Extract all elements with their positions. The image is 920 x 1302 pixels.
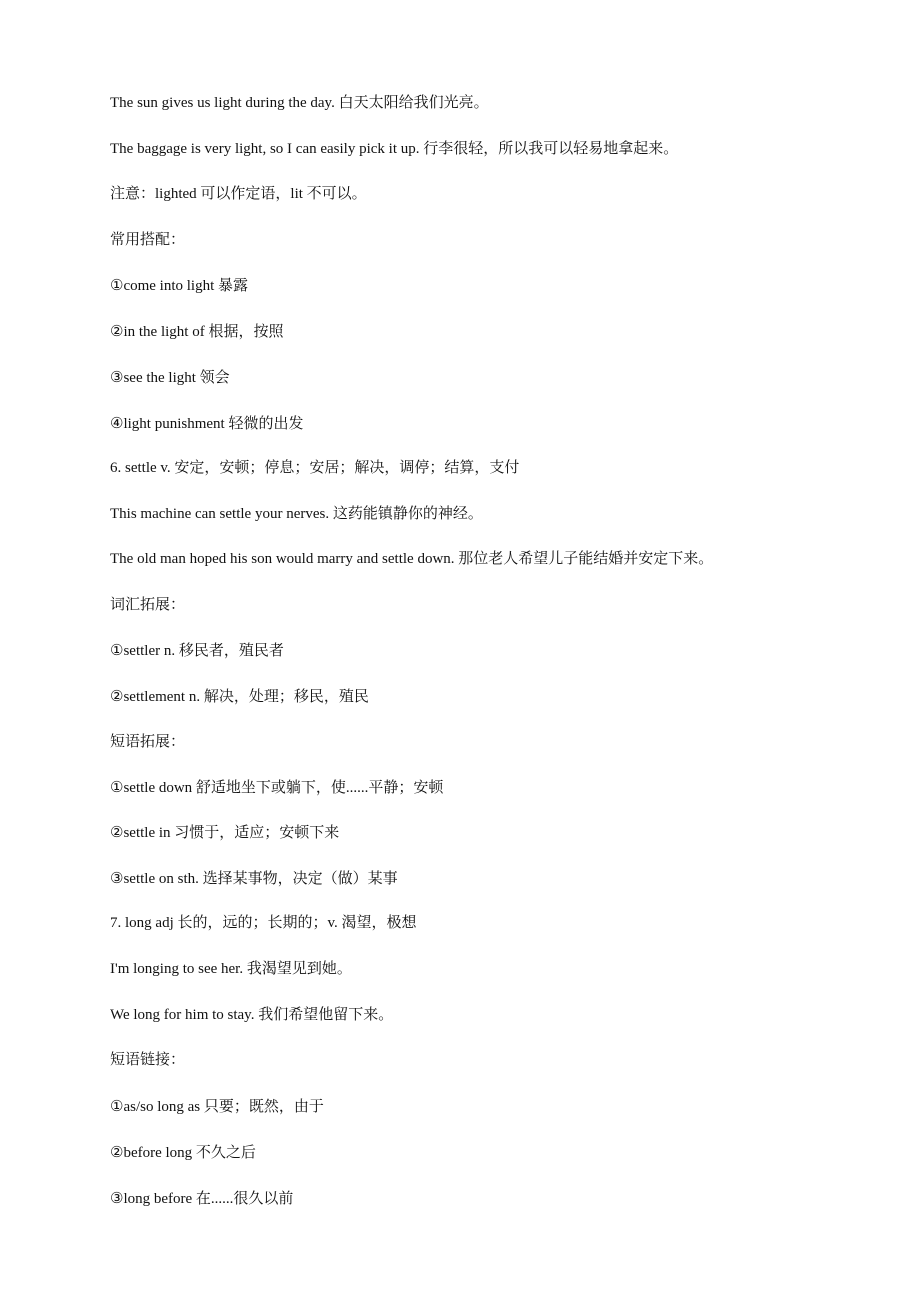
example-sentence-longing: I'm longing to see her. 我渴望见到她。 (110, 961, 352, 977)
section-heading-common-collocations: 常用搭配： (110, 232, 186, 248)
vocab-heading-long: 7. long adj 长的，远的；长期的；v. 渴望，极想 (110, 915, 417, 931)
phrase-expansion-item-2: ②settle in 习惯于，适应；安顿下来 (110, 825, 340, 841)
section-heading-vocab-expansion: 词汇拓展： (110, 597, 186, 613)
phrase-link-item-3: ③long before 在......很久以前 (110, 1191, 294, 1207)
example-sentence-settle-nerves: This machine can settle your nerves. 这药能镇静你的神经。 (110, 506, 483, 522)
note-lighted-vs-lit: 注意：lighted 可以作定语，lit 不可以。 (110, 186, 367, 202)
phrase-link-item-2: ②before long 不久之后 (110, 1145, 256, 1161)
phrase-expansion-item-1: ①settle down 舒适地坐下或躺下，使......平静；安顿 (110, 780, 444, 796)
section-heading-phrase-expansion: 短语拓展： (110, 734, 186, 750)
collocation-item-4: ④light punishment 轻微的出发 (110, 416, 304, 432)
collocation-item-1: ①come into light 暴露 (110, 278, 249, 294)
collocation-item-2: ②in the light of 根据，按照 (110, 324, 284, 340)
vocab-expansion-item-1: ①settler n. 移民者，殖民者 (110, 643, 284, 659)
example-sentence-sun-light: The sun gives us light during the day. 白天太阳给我们光亮。 (110, 95, 489, 111)
phrase-link-item-1: ①as/so long as 只要；既然，由于 (110, 1099, 324, 1115)
collocation-item-3: ③see the light 领会 (110, 370, 230, 386)
example-sentence-long-for: We long for him to stay. 我们希望他留下来。 (110, 1007, 394, 1023)
vocab-expansion-item-2: ②settlement n. 解决，处理；移民，殖民 (110, 689, 369, 705)
vocab-heading-settle: 6. settle v. 安定，安顿；停息；安居；解决，调停；结算，支付 (110, 460, 520, 476)
example-sentence-settle-down: The old man hoped his son would marry and settle down. 那位老人希望儿子能结婚并安定下来。 (110, 551, 714, 567)
example-sentence-baggage-light: The baggage is very light, so I can easily pick it up. 行李很轻，所以我可以轻易地拿起来。 (110, 141, 679, 157)
phrase-expansion-item-3: ③settle on sth. 选择某事物，决定（做）某事 (110, 871, 398, 887)
section-heading-phrase-links: 短语链接： (110, 1052, 186, 1068)
